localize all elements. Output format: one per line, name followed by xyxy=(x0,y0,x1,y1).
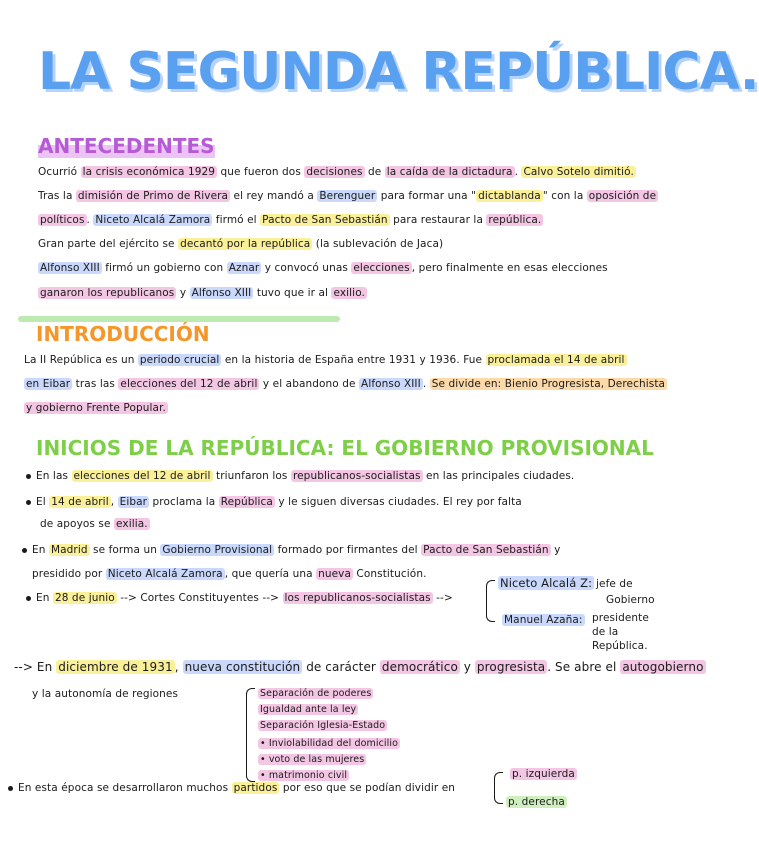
bullet-dot xyxy=(26,596,31,601)
text-segment: tras las xyxy=(72,378,119,390)
text-segment: dictablanda xyxy=(478,190,541,202)
text-segment: elecciones xyxy=(353,262,410,274)
text-segment: república. xyxy=(488,214,542,226)
text-segment: Gobierno Provisional xyxy=(162,544,273,556)
constitucion-line-1 xyxy=(14,660,706,674)
text-segment: elecciones del 12 de abril xyxy=(120,378,258,390)
text-segment: republicanos-socialistas xyxy=(292,470,421,482)
inicios-bullet-3 xyxy=(22,544,560,556)
text-segment: y xyxy=(550,544,561,556)
final-line-text xyxy=(8,782,455,794)
constitucion-item-text: • Inviolabilidad del domicilio xyxy=(260,738,399,749)
branch1-role-2: Gobierno xyxy=(606,594,655,606)
bullet-dot xyxy=(8,786,13,791)
text-segment: (la sublevación de Jaca) xyxy=(312,238,444,250)
text-segment: y convocó unas xyxy=(261,262,352,274)
text-segment: nueva constitución xyxy=(184,660,301,674)
introduccion-heading: INTRODUCCIÓN xyxy=(36,322,210,346)
text-segment: Madrid xyxy=(50,544,88,556)
text-segment: firmó el xyxy=(212,214,261,226)
party-left: p. izquierda xyxy=(512,768,575,780)
branch2-role-1: presidente xyxy=(592,612,649,624)
text-segment: oposición de xyxy=(588,190,657,202)
introduccion-line xyxy=(24,378,667,390)
text-segment: República xyxy=(220,496,273,508)
branch2-role-2: de la xyxy=(592,626,619,638)
branch2-name: Manuel Azaña: xyxy=(504,614,583,626)
constitucion-item xyxy=(258,770,349,781)
text-segment: , xyxy=(110,496,118,508)
text-segment: --> En xyxy=(14,660,57,674)
bullet-dot xyxy=(26,474,31,479)
text-segment: En esta época se desarrollaron muchos xyxy=(18,782,232,794)
party-right: p. derecha xyxy=(508,796,565,808)
constitucion-item xyxy=(258,754,366,765)
text-segment: Gran parte del ejército se xyxy=(38,238,179,250)
text-segment: decantó por la república xyxy=(180,238,311,250)
text-segment: para restaurar la xyxy=(389,214,487,226)
text-segment: 28 de junio xyxy=(54,592,115,604)
text-segment: La II República es un xyxy=(24,354,138,366)
text-segment: se forma un xyxy=(89,544,161,556)
inicios-heading: INICIOS DE LA REPÚBLICA: EL GOBIERNO PROVISIONAL xyxy=(36,436,654,460)
text-segment: Alfonso XIII xyxy=(361,378,421,390)
antecedentes-line xyxy=(38,262,608,274)
text-segment: de apoyos se xyxy=(40,518,115,530)
antecedentes-line xyxy=(38,214,543,226)
inicios-bullet-2 xyxy=(26,496,522,508)
text-segment: el rey mandó a xyxy=(230,190,318,202)
constitucion-item xyxy=(258,688,373,699)
text-segment: de xyxy=(364,166,385,178)
text-segment: firmó un gobierno con xyxy=(101,262,227,274)
constitucion-brace xyxy=(246,688,255,782)
text-segment: " con la xyxy=(542,190,587,202)
text-segment: En xyxy=(36,592,53,604)
text-segment: , que quería una xyxy=(224,568,317,580)
antecedentes-line xyxy=(38,190,658,202)
text-segment: en las principales ciudades. xyxy=(422,470,575,482)
branch1-name: Niceto Alcalá Z: xyxy=(500,576,593,590)
constitucion-item-text: Separación Iglesia-Estado xyxy=(260,720,386,731)
constitucion-line-2: y la autonomía de regiones xyxy=(32,688,179,700)
text-segment: Tras la xyxy=(38,190,76,202)
constitucion-item-text: • voto de las mujeres xyxy=(260,754,365,765)
text-segment: y xyxy=(176,287,190,299)
text-segment: --> xyxy=(432,592,453,604)
text-segment: en Eibar xyxy=(26,378,71,390)
text-segment: En xyxy=(32,544,49,556)
text-segment: Alfonso XIII xyxy=(40,262,100,274)
text-segment: proclama la xyxy=(149,496,219,508)
text-segment: elecciones del 12 de abril xyxy=(73,470,211,482)
constitucion-item xyxy=(258,738,400,749)
text-segment: partidos xyxy=(233,782,278,794)
text-segment: 14 de abril xyxy=(51,496,109,508)
text-segment: políticos xyxy=(40,214,85,226)
constitucion-item xyxy=(258,720,387,731)
text-segment: , pero finalmente en esas elecciones xyxy=(411,262,608,274)
text-segment: Ocurrió xyxy=(38,166,81,178)
text-segment: por eso que se podían dividir en xyxy=(279,782,456,794)
inicios-bullet-1 xyxy=(26,470,574,482)
branch2-role-3: República. xyxy=(592,640,648,652)
text-segment: y el abandono de xyxy=(259,378,360,390)
text-segment: en la historia de España entre 1931 y 1936. Fue xyxy=(221,354,486,366)
text-segment: , xyxy=(174,660,183,674)
text-segment: ganaron los republicanos xyxy=(40,287,175,299)
text-segment: tuvo que ir al xyxy=(253,287,332,299)
branch-brace xyxy=(486,580,495,622)
text-segment: exilio. xyxy=(333,287,365,299)
text-segment: para formar una " xyxy=(377,190,477,202)
text-segment: presidido por xyxy=(32,568,106,580)
text-segment: autogobierno xyxy=(622,660,704,674)
text-segment: Calvo Sotelo dimitió. xyxy=(523,166,634,178)
text-segment: los republicanos-socialistas xyxy=(284,592,431,604)
text-segment: formado por firmantes del xyxy=(274,544,422,556)
text-segment: Pacto de San Sebastián xyxy=(423,544,549,556)
text-segment: proclamada el 14 de abril xyxy=(487,354,625,366)
antecedentes-line xyxy=(38,166,636,178)
text-segment: que fueron dos xyxy=(217,166,305,178)
antecedentes-line xyxy=(38,238,443,250)
text-segment: . xyxy=(86,214,94,226)
inicios-bullet-3-cont xyxy=(32,568,427,580)
text-segment: dimisión de Primo de Rivera xyxy=(77,190,229,202)
text-segment: de carácter xyxy=(302,660,380,674)
text-segment: decisiones xyxy=(306,166,363,178)
text-segment: progresista xyxy=(476,660,546,674)
constitucion-item xyxy=(258,704,358,715)
text-segment: diciembre de 1931 xyxy=(58,660,173,674)
bullet-dot xyxy=(26,500,31,505)
introduccion-line xyxy=(24,402,168,414)
text-segment: nueva xyxy=(318,568,351,580)
inicios-bullet-2-cont xyxy=(40,518,150,530)
text-segment: En las xyxy=(36,470,72,482)
text-segment: Niceto Alcalá Zamora xyxy=(107,568,223,580)
text-segment: Pacto de San Sebastián xyxy=(262,214,388,226)
text-segment: periodo crucial xyxy=(139,354,220,366)
text-segment: la crisis económica 1929 xyxy=(82,166,216,178)
text-segment: y gobierno Frente Popular. xyxy=(26,402,166,414)
text-segment: Se divide en: Bienio Progresista, Derechista xyxy=(431,378,666,390)
constitucion-item-text: Igualdad ante la ley xyxy=(260,704,357,715)
text-segment: y xyxy=(459,660,475,674)
text-segment: Aznar xyxy=(228,262,260,274)
text-segment: democrático xyxy=(381,660,458,674)
text-segment: la caída de la dictadura xyxy=(386,166,513,178)
text-segment: y le siguen diversas ciudades. El rey por falta xyxy=(274,496,522,508)
antecedentes-line xyxy=(38,287,367,299)
text-segment: Alfonso XIII xyxy=(191,287,252,299)
text-segment: El xyxy=(36,496,50,508)
parties-brace xyxy=(494,772,503,804)
inicios-bullet-4 xyxy=(26,592,453,604)
introduccion-line xyxy=(24,354,627,366)
text-segment: --> Cortes Constituyentes --> xyxy=(116,592,283,604)
text-segment: triunfaron los xyxy=(212,470,291,482)
text-segment: . xyxy=(514,166,522,178)
text-segment: Constitución. xyxy=(352,568,427,580)
constitucion-item-text: Separación de poderes xyxy=(260,688,372,699)
text-segment: exilia. xyxy=(116,518,148,530)
text-segment: Niceto Alcalá Zamora xyxy=(95,214,211,226)
text-segment: . Se abre el xyxy=(547,660,621,674)
antecedentes-heading: ANTECEDENTES xyxy=(38,134,215,158)
text-segment: Eibar xyxy=(119,496,148,508)
constitucion-item-text: • matrimonio civil xyxy=(260,770,348,781)
bullet-dot xyxy=(22,548,27,553)
branch1-role-1: jefe de xyxy=(596,578,633,590)
text-segment: . xyxy=(422,378,430,390)
text-segment: Berenguer xyxy=(319,190,376,202)
page-title: LA SEGUNDA REPÚBLICA. xyxy=(38,42,759,102)
